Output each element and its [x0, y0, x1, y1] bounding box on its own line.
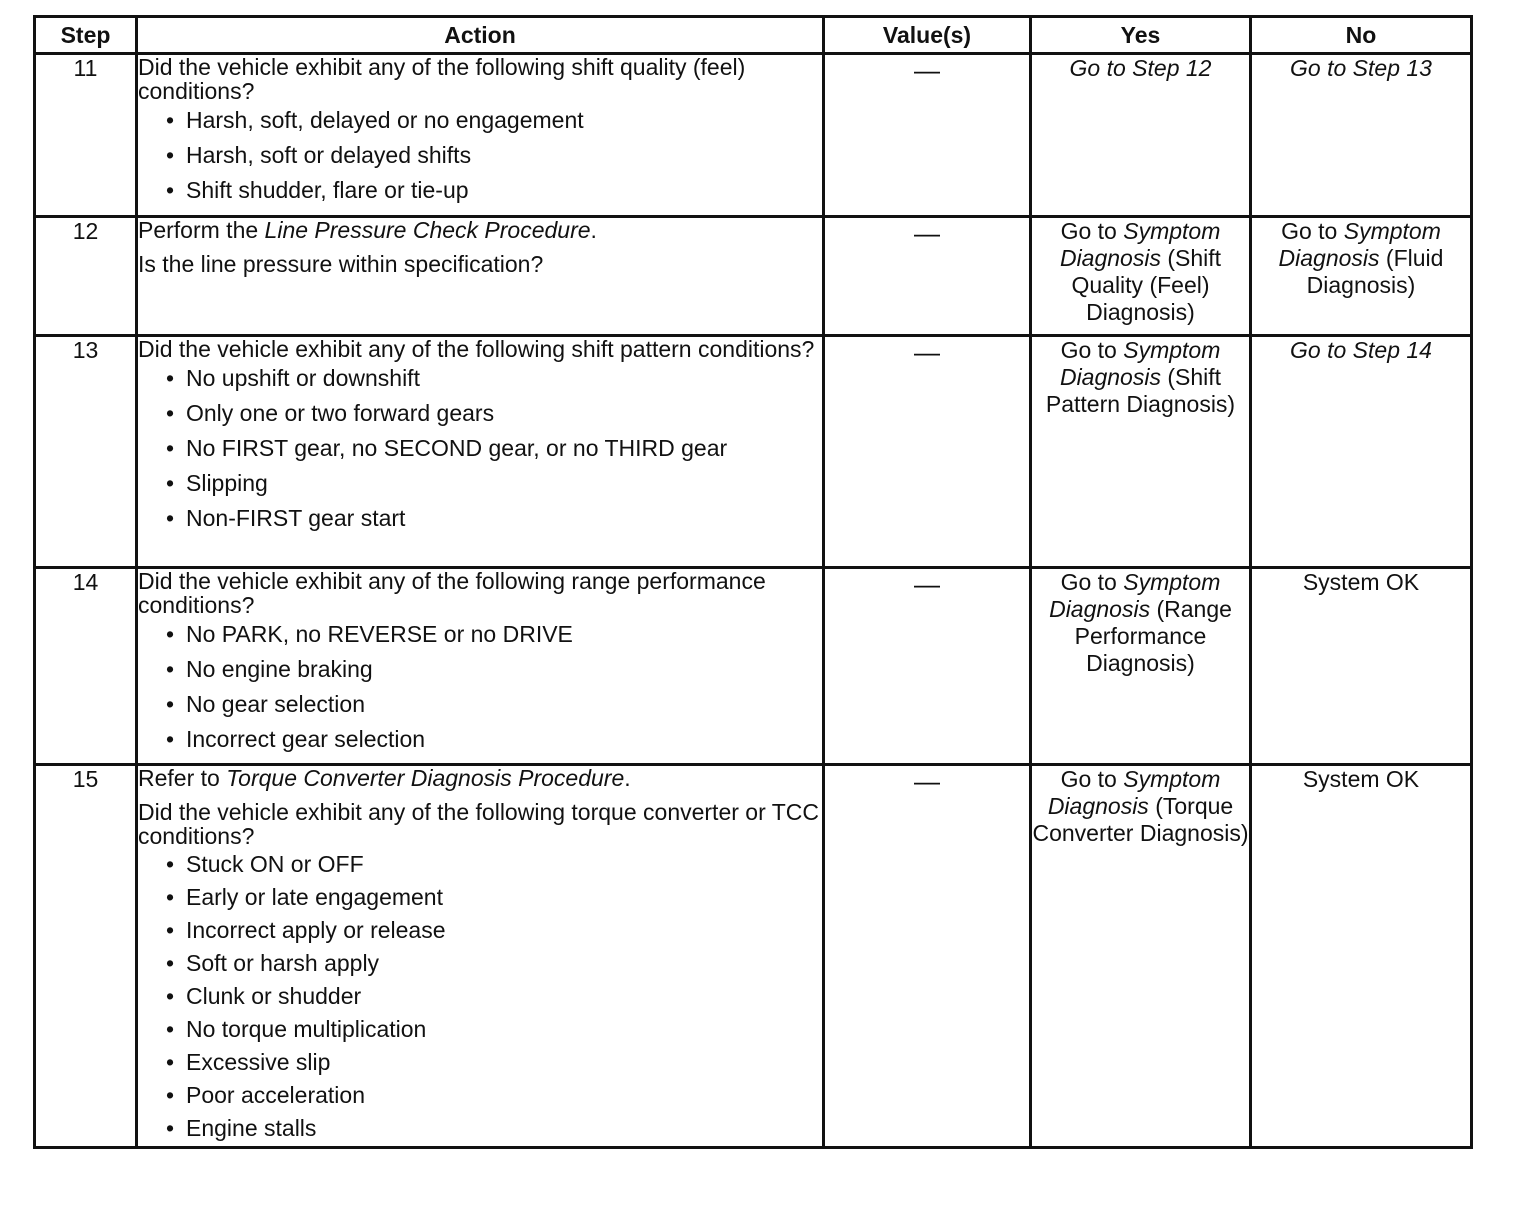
action-question: Did the vehicle exhibit any of the following shift pattern conditions?	[138, 336, 815, 362]
action-instruction: Perform the Line Pressure Check Procedure.	[138, 217, 597, 243]
list-item: • Poor acceleration	[166, 1079, 822, 1112]
procedure-reference: Line Pressure Check Procedure	[264, 217, 591, 243]
action-cell	[137, 568, 824, 765]
action-question: Did the vehicle exhibit any of the following shift quality (feel) conditions?	[138, 54, 746, 104]
procedure-reference: Torque Converter Diagnosis Procedure	[226, 765, 625, 791]
action-cell	[137, 765, 824, 1148]
no-cell: System OK	[1251, 568, 1472, 765]
table-row	[35, 336, 1472, 568]
table-row	[35, 568, 1472, 765]
list-item: • Incorrect apply or release	[166, 914, 822, 947]
value-cell: —	[824, 54, 1031, 217]
header-yes: Yes	[1031, 17, 1251, 54]
table-row	[35, 765, 1472, 1148]
action-question: Did the vehicle exhibit any of the following torque converter or TCC conditions?	[138, 799, 819, 849]
list-item: • No upshift or downshift	[166, 361, 822, 396]
list-item: • Only one or two forward gears	[166, 396, 822, 431]
diagnostic-table	[33, 15, 1473, 1149]
yes-cell: Go to Symptom Diagnosis (Range Performance Diagnosis)	[1031, 568, 1251, 765]
yes-cell: Go to Symptom Diagnosis (Shift Quality (Feel) Diagnosis)	[1031, 217, 1251, 336]
yes-cell: Go to Symptom Diagnosis (Shift Pattern Diagnosis)	[1031, 336, 1251, 568]
list-item: • No torque multiplication	[166, 1013, 822, 1046]
step-number: 13	[35, 336, 137, 568]
action-cell	[137, 336, 824, 568]
step-number: 14	[35, 568, 137, 765]
list-item: • No engine braking	[166, 652, 822, 687]
list-item: • Stuck ON or OFF	[166, 848, 822, 881]
action-question: Did the vehicle exhibit any of the following range performance conditions?	[138, 568, 766, 618]
action-question: Is the line pressure within specification?	[138, 251, 544, 277]
symptom-diagnosis-reference: Symptom Diagnosis	[1059, 218, 1221, 271]
no-cell	[1251, 54, 1472, 217]
list-item: • Non-FIRST gear start	[166, 501, 822, 536]
step-number: 15	[35, 765, 137, 1148]
value-cell: —	[824, 217, 1031, 336]
no-cell	[1251, 336, 1472, 568]
list-item: • Early or late engagement	[166, 881, 822, 914]
condition-list	[138, 361, 822, 536]
condition-list	[138, 617, 822, 757]
table-row	[35, 54, 1472, 217]
step-number: 12	[35, 217, 137, 336]
list-item: • No PARK, no REVERSE or no DRIVE	[166, 617, 822, 652]
list-item: • No gear selection	[166, 687, 822, 722]
value-cell: —	[824, 765, 1031, 1148]
no-cell: Go to Symptom Diagnosis (Fluid Diagnosis)	[1251, 217, 1472, 336]
list-item: • Engine stalls	[166, 1112, 822, 1145]
list-item: • Excessive slip	[166, 1046, 822, 1079]
condition-list	[138, 103, 822, 208]
no-goto-step: Go to Step 14	[1290, 337, 1432, 363]
list-item: • Soft or harsh apply	[166, 947, 822, 980]
header-values: Value(s)	[824, 17, 1031, 54]
yes-cell: Go to Symptom Diagnosis (Torque Converter Diagnosis)	[1031, 765, 1251, 1148]
value-cell: —	[824, 336, 1031, 568]
list-item: • Shift shudder, flare or tie-up	[166, 173, 822, 208]
action-cell	[137, 54, 824, 217]
symptom-diagnosis-reference: Symptom Diagnosis	[1059, 337, 1221, 390]
header-row	[35, 17, 1472, 54]
symptom-diagnosis-reference: Symptom Diagnosis	[1278, 218, 1441, 271]
header-step: Step	[35, 17, 137, 54]
yes-cell	[1031, 54, 1251, 217]
list-item: • Incorrect gear selection	[166, 722, 822, 757]
action-cell	[137, 217, 824, 336]
list-item: • Clunk or shudder	[166, 980, 822, 1013]
symptom-diagnosis-reference: Symptom Diagnosis	[1047, 766, 1221, 819]
list-item: • No FIRST gear, no SECOND gear, or no THIRD gear	[166, 431, 822, 466]
value-cell: —	[824, 568, 1031, 765]
list-item: • Slipping	[166, 466, 822, 501]
header-no: No	[1251, 17, 1472, 54]
no-cell: System OK	[1251, 765, 1472, 1148]
list-item: • Harsh, soft, delayed or no engagement	[166, 103, 822, 138]
header-action: Action	[137, 17, 824, 54]
action-instruction: Refer to Torque Converter Diagnosis Procedure.	[138, 765, 631, 791]
step-number: 11	[35, 54, 137, 217]
symptom-diagnosis-reference: Symptom Diagnosis	[1049, 569, 1221, 622]
no-goto-step: Go to Step 13	[1290, 55, 1432, 81]
yes-goto-step: Go to Step 12	[1069, 55, 1212, 81]
condition-list	[138, 848, 822, 1145]
table-row	[35, 217, 1472, 336]
list-item: • Harsh, soft or delayed shifts	[166, 138, 822, 173]
